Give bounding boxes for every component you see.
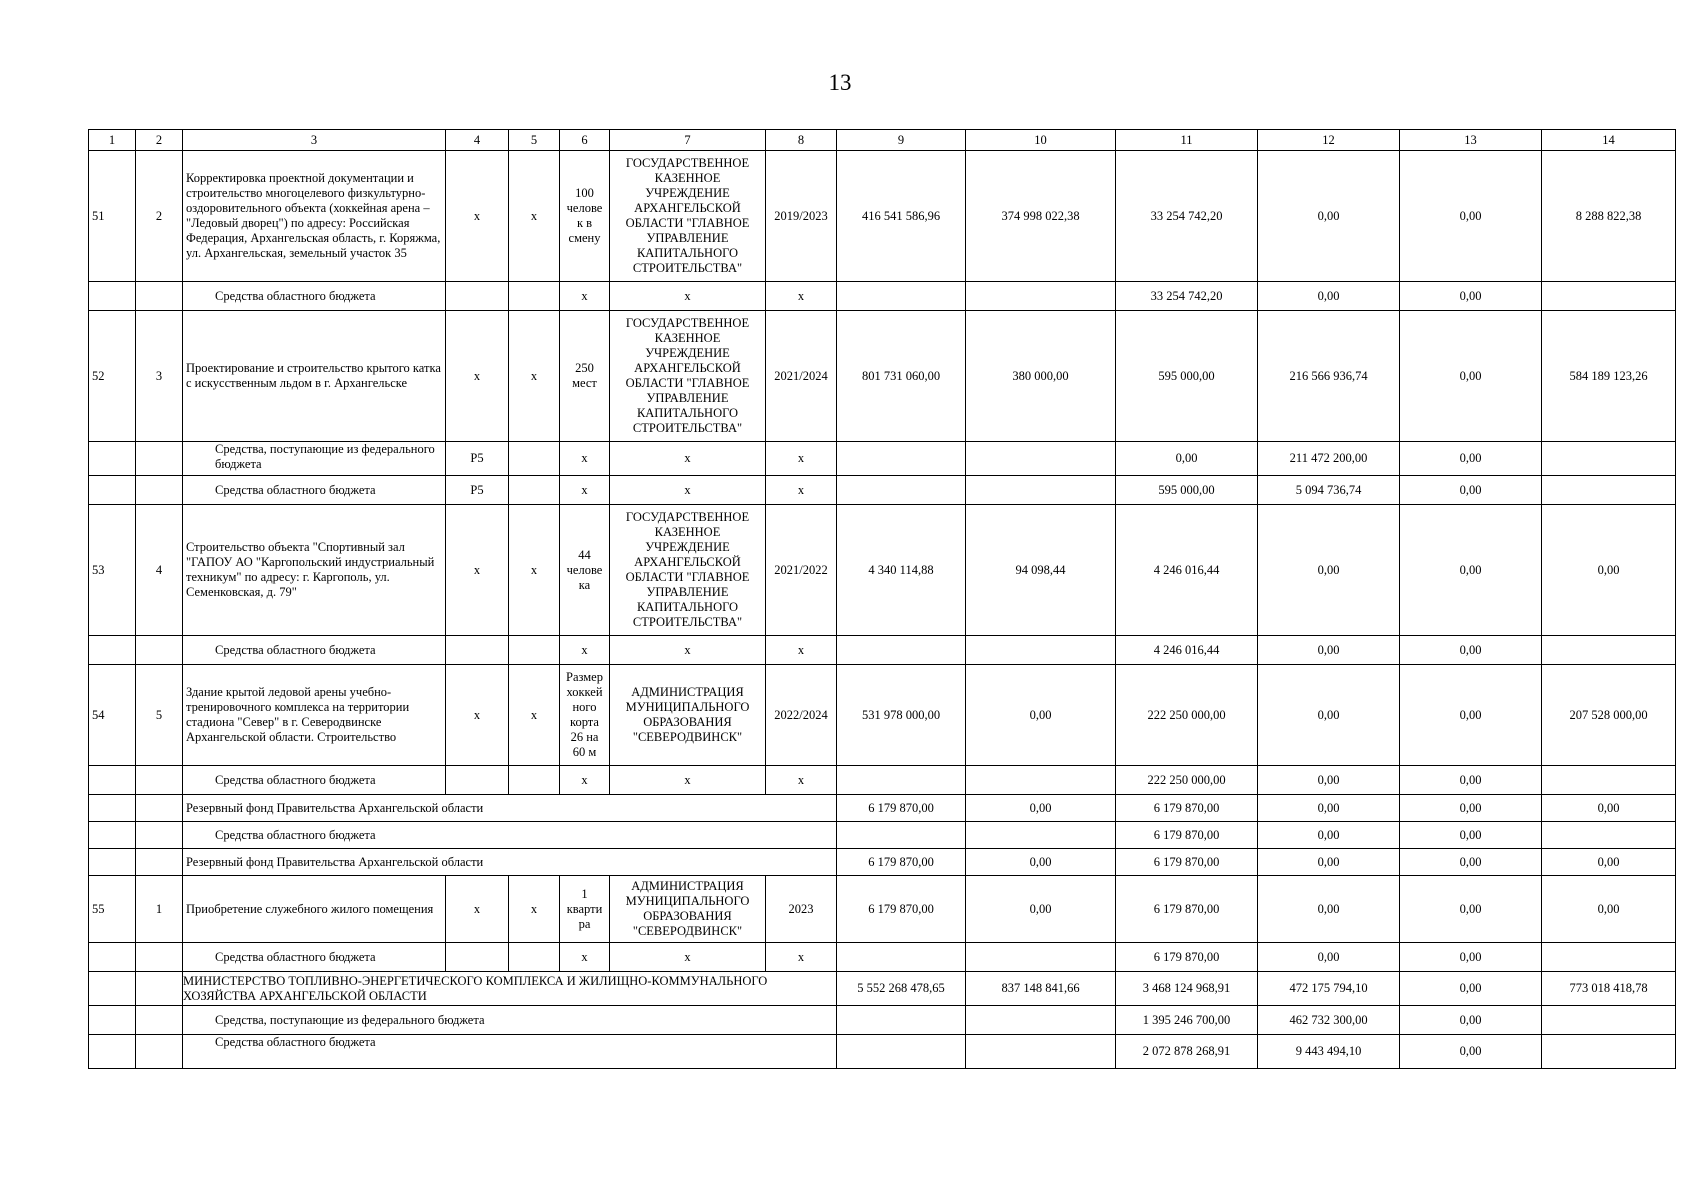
cell-c4: х — [446, 505, 509, 636]
funding-row — [89, 1006, 1676, 1035]
sub-number: 1 — [136, 876, 183, 943]
table-row-53 — [89, 505, 1676, 636]
cell-c5: х — [509, 151, 560, 282]
cell-c12: 9 443 494,10 — [1258, 1035, 1400, 1069]
cell-c12: 472 175 794,10 — [1258, 972, 1400, 1006]
funding-row — [89, 822, 1676, 849]
cell-c9: 5 552 268 478,65 — [837, 972, 966, 1006]
cell-c12: 0,00 — [1258, 151, 1400, 282]
object-name: Проектирование и строительство крытого катка с искусственным льдом в г. Архангельске — [183, 311, 446, 442]
cell-c9: 6 179 870,00 — [837, 795, 966, 822]
cell-c11: 2 072 878 268,91 — [1116, 1035, 1258, 1069]
cell-c13: 0,00 — [1400, 766, 1542, 795]
column-header: 11 — [1116, 130, 1258, 151]
years: 2023 — [766, 876, 837, 943]
cell-c13: 0,00 — [1400, 151, 1542, 282]
cell-c11: 222 250 000,00 — [1116, 766, 1258, 795]
cell-c14: 0,00 — [1542, 849, 1676, 876]
header-row — [89, 130, 1676, 151]
cell-c14: 0,00 — [1542, 876, 1676, 943]
funding-label: Средства областного бюджета — [183, 1035, 837, 1069]
cell-c8: х — [766, 476, 837, 505]
cell-c8: х — [766, 636, 837, 665]
cell-c11: 4 246 016,44 — [1116, 636, 1258, 665]
capacity: 250 мест — [560, 311, 610, 442]
cell-c11: 33 254 742,20 — [1116, 151, 1258, 282]
cell-c11: 595 000,00 — [1116, 311, 1258, 442]
cell-c12: 0,00 — [1258, 876, 1400, 943]
cell-c12: 0,00 — [1258, 822, 1400, 849]
column-header: 4 — [446, 130, 509, 151]
funding-label: Средства областного бюджета — [183, 282, 446, 311]
reserve-fund-label: Резервный фонд Правительства Архангельской области — [183, 849, 837, 876]
cell-c9: 801 731 060,00 — [837, 311, 966, 442]
row-number: 53 — [89, 505, 136, 636]
cell-c7: х — [610, 636, 766, 665]
cell-c10: 0,00 — [966, 665, 1116, 766]
column-header: 5 — [509, 130, 560, 151]
row-number: 55 — [89, 876, 136, 943]
cell-c13: 0,00 — [1400, 943, 1542, 972]
column-header: 8 — [766, 130, 837, 151]
cell-c11: 595 000,00 — [1116, 476, 1258, 505]
table-row-55 — [89, 876, 1676, 943]
sub-number: 2 — [136, 151, 183, 282]
table-row-54 — [89, 665, 1676, 766]
cell-c11: 1 395 246 700,00 — [1116, 1006, 1258, 1035]
column-header: 6 — [560, 130, 610, 151]
object-name: Здание крытой ледовой арены учебно-тренировочного комплекса на территории стадиона "Север" в г. Северодвинске Архангельской области. Строительство — [183, 665, 446, 766]
cell-c13: 0,00 — [1400, 972, 1542, 1006]
funding-label: Средства областного бюджета — [183, 766, 446, 795]
cell-c11: 33 254 742,20 — [1116, 282, 1258, 311]
cell-c6: х — [560, 442, 610, 476]
row-number: 51 — [89, 151, 136, 282]
funding-label: Средства областного бюджета — [183, 822, 837, 849]
cell-c13: 0,00 — [1400, 311, 1542, 442]
organization: ГОСУДАРСТВЕННОЕ КАЗЕННОЕ УЧРЕЖДЕНИЕ АРХАНГЕЛЬСКОЙ ОБЛАСТИ "ГЛАВНОЕ УПРАВЛЕНИЕ КАПИТАЛЬНОГО СТРОИТЕЛЬСТВА" — [610, 151, 766, 282]
column-header: 13 — [1400, 130, 1542, 151]
cell-c4: Р5 — [446, 442, 509, 476]
funding-row — [89, 636, 1676, 665]
column-header: 3 — [183, 130, 446, 151]
capacity: 1 кварти ра — [560, 876, 610, 943]
cell-c9: 416 541 586,96 — [837, 151, 966, 282]
funding-label: Средства областного бюджета — [183, 943, 446, 972]
funding-row — [89, 282, 1676, 311]
cell-c11: 222 250 000,00 — [1116, 665, 1258, 766]
cell-c7: х — [610, 476, 766, 505]
funding-row — [89, 1035, 1676, 1069]
cell-c13: 0,00 — [1400, 476, 1542, 505]
page-number: 13 — [828, 70, 852, 95]
table-row-51 — [89, 151, 1676, 282]
cell-c12: 5 094 736,74 — [1258, 476, 1400, 505]
cell-c9: 6 179 870,00 — [837, 876, 966, 943]
cell-c9: 6 179 870,00 — [837, 849, 966, 876]
cell-c8: х — [766, 442, 837, 476]
cell-c4: х — [446, 151, 509, 282]
cell-c11: 4 246 016,44 — [1116, 505, 1258, 636]
cell-c13: 0,00 — [1400, 822, 1542, 849]
cell-c11: 6 179 870,00 — [1116, 822, 1258, 849]
column-header: 7 — [610, 130, 766, 151]
cell-c13: 0,00 — [1400, 636, 1542, 665]
cell-c13: 0,00 — [1400, 1035, 1542, 1069]
object-name: Строительство объекта "Спортивный зал "ГАПОУ АО "Каргопольский индустриальный техникум" по адресу: г. Каргополь, ул. Семенковская, д. 79" — [183, 505, 446, 636]
cell-c12: 0,00 — [1258, 943, 1400, 972]
cell-c13: 0,00 — [1400, 505, 1542, 636]
cell-c10: 94 098,44 — [966, 505, 1116, 636]
cell-c13: 0,00 — [1400, 849, 1542, 876]
funding-label: Средства областного бюджета — [183, 636, 446, 665]
cell-c9: 531 978 000,00 — [837, 665, 966, 766]
cell-c12: 211 472 200,00 — [1258, 442, 1400, 476]
cell-c6: х — [560, 282, 610, 311]
cell-c14: 0,00 — [1542, 795, 1676, 822]
cell-c10: 0,00 — [966, 876, 1116, 943]
funding-row — [89, 766, 1676, 795]
reserve-fund-row — [89, 849, 1676, 876]
object-name: Приобретение служебного жилого помещения — [183, 876, 446, 943]
reserve-fund-label: Резервный фонд Правительства Архангельской области — [183, 795, 837, 822]
cell-c13: 0,00 — [1400, 665, 1542, 766]
cell-c8: х — [766, 943, 837, 972]
cell-c14: 773 018 418,78 — [1542, 972, 1676, 1006]
sub-number: 3 — [136, 311, 183, 442]
cell-c12: 0,00 — [1258, 795, 1400, 822]
column-header: 12 — [1258, 130, 1400, 151]
cell-c13: 0,00 — [1400, 795, 1542, 822]
object-name: Корректировка проектной документации и строительство многоцелевого физкультурно-оздоровительного объекта (хоккейная арена – "Ледовый дворец") по адресу: Российская Федерация, Архангельская область, г. Коряжма, ул. Архангельская, земельный участок 35 — [183, 151, 446, 282]
cell-c7: х — [610, 766, 766, 795]
organization: ГОСУДАРСТВЕННОЕ КАЗЕННОЕ УЧРЕЖДЕНИЕ АРХАНГЕЛЬСКОЙ ОБЛАСТИ "ГЛАВНОЕ УПРАВЛЕНИЕ КАПИТАЛЬНОГО СТРОИТЕЛЬСТВА" — [610, 505, 766, 636]
cell-c6: х — [560, 636, 610, 665]
cell-c11: 6 179 870,00 — [1116, 849, 1258, 876]
cell-c13: 0,00 — [1400, 1006, 1542, 1035]
capacity: 100 челове к в смену — [560, 151, 610, 282]
funding-label: Средства, поступающие из федерального бюджета — [183, 1006, 837, 1035]
years: 2022/2024 — [766, 665, 837, 766]
organization: АДМИНИСТРАЦИЯ МУНИЦИПАЛЬНОГО ОБРАЗОВАНИЯ "СЕВЕРОДВИНСК" — [610, 876, 766, 943]
cell-c12: 0,00 — [1258, 505, 1400, 636]
column-header: 2 — [136, 130, 183, 151]
cell-c11: 3 468 124 968,91 — [1116, 972, 1258, 1006]
cell-c5: х — [509, 876, 560, 943]
cell-c13: 0,00 — [1400, 876, 1542, 943]
column-header: 10 — [966, 130, 1116, 151]
funding-row — [89, 442, 1676, 476]
sub-number: 4 — [136, 505, 183, 636]
column-header: 1 — [89, 130, 136, 151]
capacity: 44 челове ка — [560, 505, 610, 636]
cell-c5: х — [509, 311, 560, 442]
cell-c12: 0,00 — [1258, 665, 1400, 766]
sub-number: 5 — [136, 665, 183, 766]
organization: АДМИНИСТРАЦИЯ МУНИЦИПАЛЬНОГО ОБРАЗОВАНИЯ "СЕВЕРОДВИНСК" — [610, 665, 766, 766]
funding-label: Средства, поступающие из федерального бюджета — [183, 442, 446, 476]
cell-c12: 0,00 — [1258, 282, 1400, 311]
years: 2021/2022 — [766, 505, 837, 636]
investment-table — [88, 129, 1676, 1069]
cell-c6: х — [560, 476, 610, 505]
cell-c10: 374 998 022,38 — [966, 151, 1116, 282]
cell-c11: 6 179 870,00 — [1116, 876, 1258, 943]
organization: ГОСУДАРСТВЕННОЕ КАЗЕННОЕ УЧРЕЖДЕНИЕ АРХАНГЕЛЬСКОЙ ОБЛАСТИ "ГЛАВНОЕ УПРАВЛЕНИЕ КАПИТАЛЬНОГО СТРОИТЕЛЬСТВА" — [610, 311, 766, 442]
cell-c10: 837 148 841,66 — [966, 972, 1116, 1006]
cell-c6: х — [560, 943, 610, 972]
ministry-total-row — [89, 972, 1676, 1006]
cell-c4: х — [446, 876, 509, 943]
ministry-label: МИНИСТЕРСТВО ТОПЛИВНО-ЭНЕРГЕТИЧЕСКОГО КОМПЛЕКСА И ЖИЛИЩНО-КОММУНАЛЬНОГО ХОЗЯЙСТВА АРХАНГЕЛЬСКОЙ ОБЛАСТИ — [183, 972, 837, 1006]
cell-c8: х — [766, 282, 837, 311]
funding-row — [89, 476, 1676, 505]
cell-c12: 0,00 — [1258, 636, 1400, 665]
funding-label: Средства областного бюджета — [183, 476, 446, 505]
cell-c9: 4 340 114,88 — [837, 505, 966, 636]
cell-c12: 462 732 300,00 — [1258, 1006, 1400, 1035]
column-header: 14 — [1542, 130, 1676, 151]
funding-row — [89, 943, 1676, 972]
cell-c7: х — [610, 943, 766, 972]
table-row-52 — [89, 311, 1676, 442]
cell-c4: Р5 — [446, 476, 509, 505]
cell-c7: х — [610, 442, 766, 476]
cell-c5: х — [509, 505, 560, 636]
cell-c12: 0,00 — [1258, 849, 1400, 876]
cell-c5: х — [509, 665, 560, 766]
cell-c6: х — [560, 766, 610, 795]
cell-c14: 0,00 — [1542, 505, 1676, 636]
cell-c14: 584 189 123,26 — [1542, 311, 1676, 442]
capacity: Размер хоккей ного корта 26 на 60 м — [560, 665, 610, 766]
cell-c13: 0,00 — [1400, 282, 1542, 311]
cell-c10: 0,00 — [966, 849, 1116, 876]
cell-c7: х — [610, 282, 766, 311]
row-number: 52 — [89, 311, 136, 442]
cell-c4: х — [446, 311, 509, 442]
cell-c11: 0,00 — [1116, 442, 1258, 476]
cell-c8: х — [766, 766, 837, 795]
cell-c12: 216 566 936,74 — [1258, 311, 1400, 442]
cell-c14: 8 288 822,38 — [1542, 151, 1676, 282]
cell-c4: х — [446, 665, 509, 766]
cell-c11: 6 179 870,00 — [1116, 795, 1258, 822]
years: 2021/2024 — [766, 311, 837, 442]
years: 2019/2023 — [766, 151, 837, 282]
cell-c10: 380 000,00 — [966, 311, 1116, 442]
reserve-fund-row — [89, 795, 1676, 822]
cell-c11: 6 179 870,00 — [1116, 943, 1258, 972]
cell-c12: 0,00 — [1258, 766, 1400, 795]
column-header: 9 — [837, 130, 966, 151]
cell-c14: 207 528 000,00 — [1542, 665, 1676, 766]
cell-c13: 0,00 — [1400, 442, 1542, 476]
row-number: 54 — [89, 665, 136, 766]
cell-c10: 0,00 — [966, 795, 1116, 822]
